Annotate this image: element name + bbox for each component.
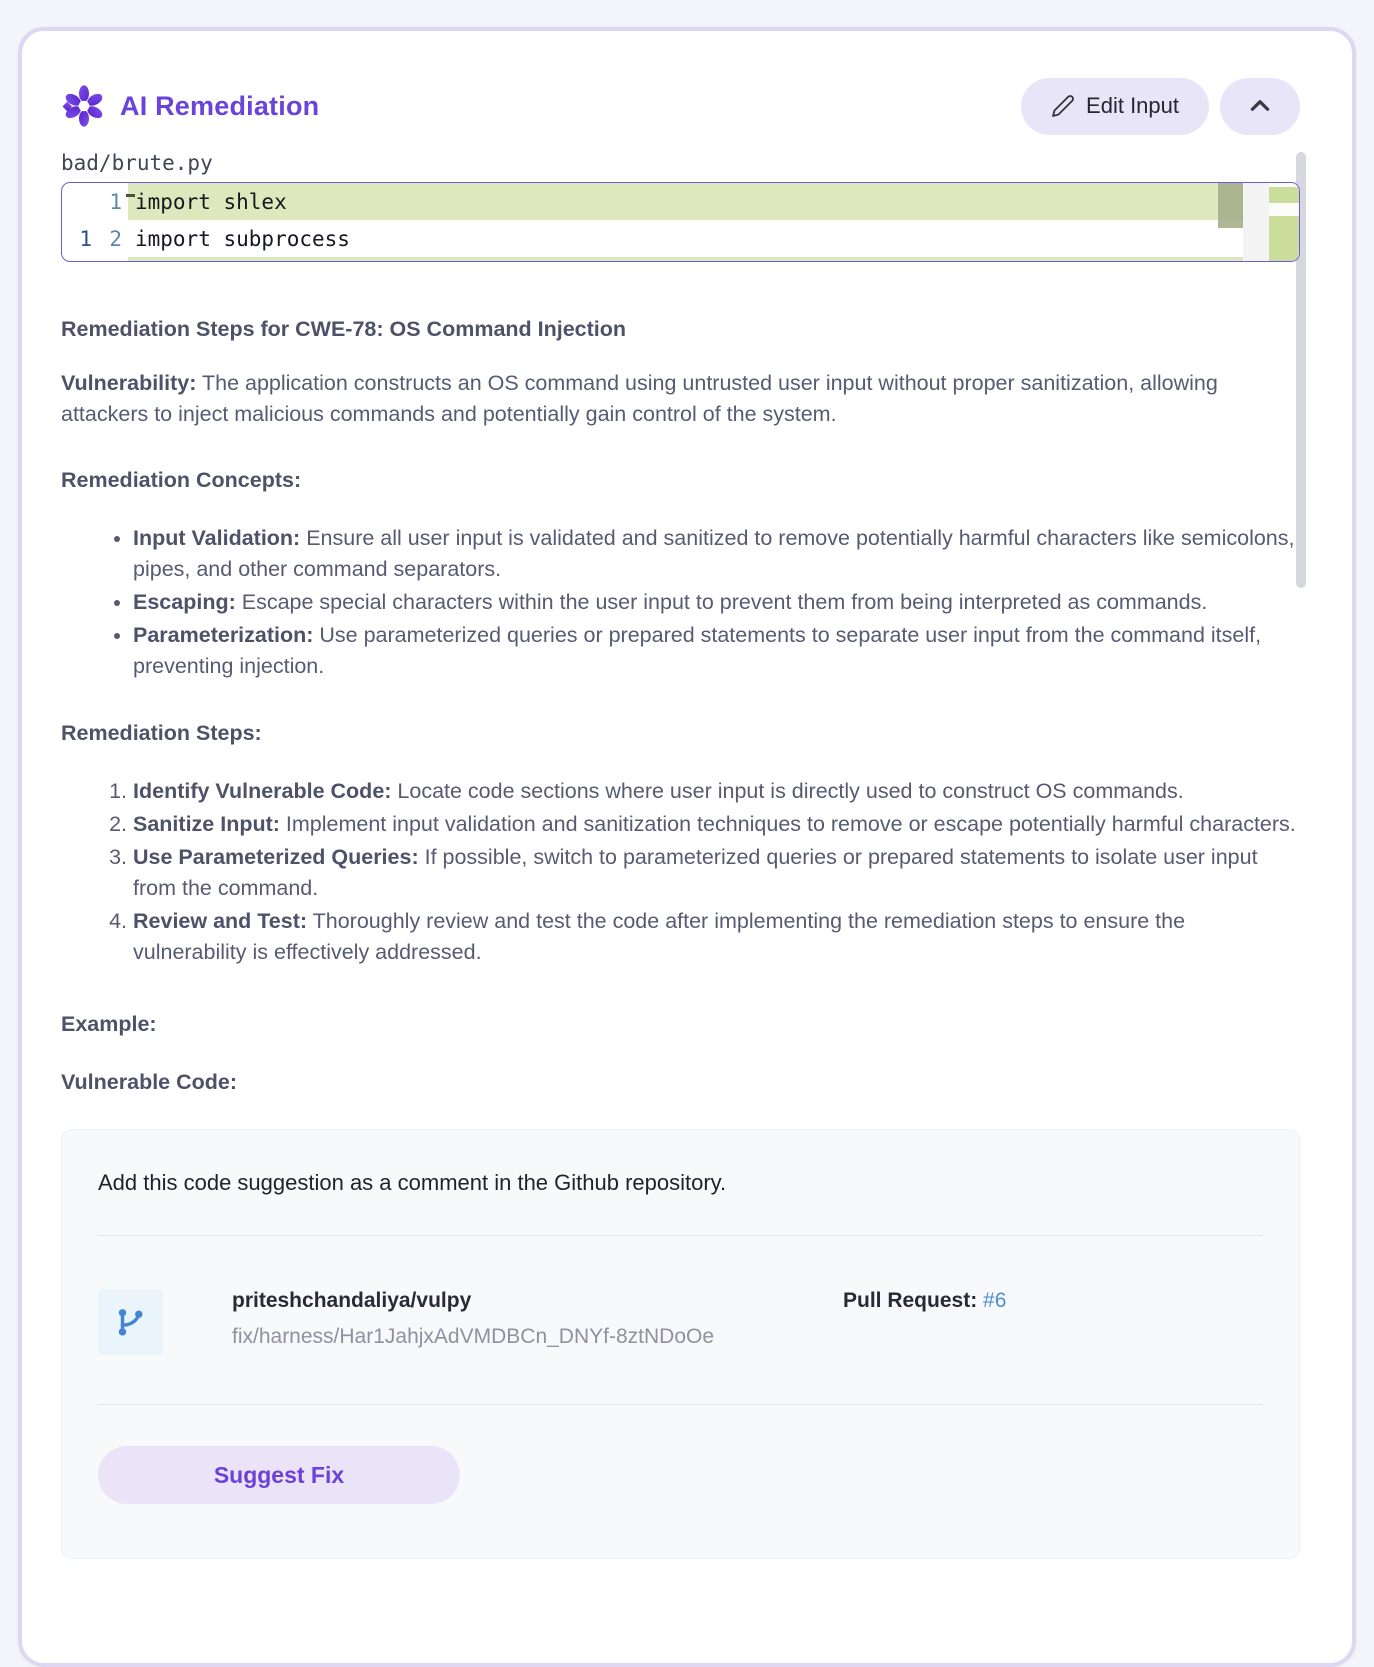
panel-header: [61, 77, 1300, 135]
chevron-up-icon: [1247, 93, 1273, 119]
github-suggestion-card: [61, 1129, 1300, 1559]
ai-remediation-panel: [18, 27, 1356, 1667]
git-branch-icon: [114, 1305, 148, 1339]
edit-input-button[interactable]: [1021, 78, 1209, 135]
steps-list: [61, 776, 1300, 968]
suggestion-intro-text: Add this code suggestion as a comment in the Github repository.: [98, 1170, 727, 1195]
suggest-fix-button[interactable]: Suggest Fix: [98, 1446, 460, 1504]
diff-overview-track: [1243, 183, 1269, 261]
vulnerability-label: Vulnerability:: [61, 371, 197, 395]
divider: [98, 1404, 1263, 1405]
pull-request-label: Pull Request:: [843, 1289, 978, 1312]
repo-icon-box: [98, 1289, 163, 1355]
section-heading-example: Example:: [61, 1012, 157, 1036]
concepts-list: [61, 523, 1300, 682]
pull-request-link[interactable]: #6: [983, 1289, 1007, 1312]
list-item: 1. Identify Vulnerable Code: Locate code sections where user input is directly used to construct OS commands.: [133, 776, 1300, 807]
diff-change-tick: [126, 194, 135, 197]
minimap-change-mark: [1269, 216, 1299, 261]
old-line-number: [62, 190, 92, 214]
repository-row: [98, 1289, 1263, 1355]
list-item: 2. Sanitize Input: Implement input validation and sanitization techniques to remove or escape potentially harmful characters.: [133, 809, 1300, 840]
pull-request-block: [843, 1289, 1263, 1313]
section-heading-vulnerable-code: Vulnerable Code:: [61, 1070, 238, 1094]
list-item: • Input Validation: Ensure all user input is validated and sanitized to remove potentially harmful characters like semicolons, pipes, and other command separators.: [133, 523, 1300, 585]
section-heading-steps: Remediation Steps:: [61, 721, 262, 745]
pencil-icon: [1051, 94, 1075, 118]
old-line-number: 1: [79, 226, 92, 251]
repository-name: priteshchandaliya/vulpy: [232, 1289, 472, 1312]
section-heading-remediation: Remediation Steps for CWE-78: OS Command Injection: [61, 317, 627, 341]
code-line: import subprocess: [135, 226, 350, 251]
diff-row-added: [62, 183, 1299, 220]
list-item: 3. Use Parameterized Queries: If possible, switch to parameterized queries or prepared statements to isolate user input from the command.: [133, 842, 1300, 904]
list-item: 4. Review and Test: Thoroughly review and test the code after implementing the remediation steps to ensure the vulnerability is effectively addressed.: [133, 906, 1300, 968]
collapse-panel-button[interactable]: [1220, 78, 1300, 135]
file-path: bad/brute.py: [61, 151, 213, 175]
code-diff-viewer[interactable]: [61, 182, 1300, 262]
section-heading-concepts: Remediation Concepts:: [61, 468, 302, 492]
page-title: AI Remediation: [120, 90, 320, 121]
diff-scrollbar-thumb[interactable]: [1218, 183, 1243, 228]
diff-gutter: [62, 190, 128, 214]
diff-minimap: [1269, 183, 1299, 261]
vulnerability-paragraph: Vulnerability: The application constructs an OS command using untrusted user input without proper sanitization, allowing attackers to inject malicious commands and potentially gain control of the system.: [61, 371, 1218, 426]
ai-flower-logo-icon: [61, 83, 107, 129]
code-line: import shlex: [135, 189, 287, 214]
minimap-change-mark: [1269, 187, 1299, 203]
new-line-number: 1: [109, 189, 122, 214]
edit-input-label: Edit Input: [1086, 93, 1179, 118]
divider: [98, 1235, 1263, 1236]
list-item: • Escaping: Escape special characters within the user input to prevent them from being interpreted as commands.: [133, 587, 1300, 618]
diff-row-context: [62, 220, 1299, 257]
diff-gutter: [62, 227, 128, 251]
list-item: • Parameterization: Use parameterized queries or prepared statements to separate user input from the command itself, preventing injection.: [133, 620, 1300, 682]
new-line-number: 2: [109, 226, 122, 251]
branch-name: fix/harness/Har1JahjxAdVMDBCn_DNYf-8ztNDoOe: [232, 1325, 715, 1348]
next-change-sliver: [128, 257, 1243, 261]
